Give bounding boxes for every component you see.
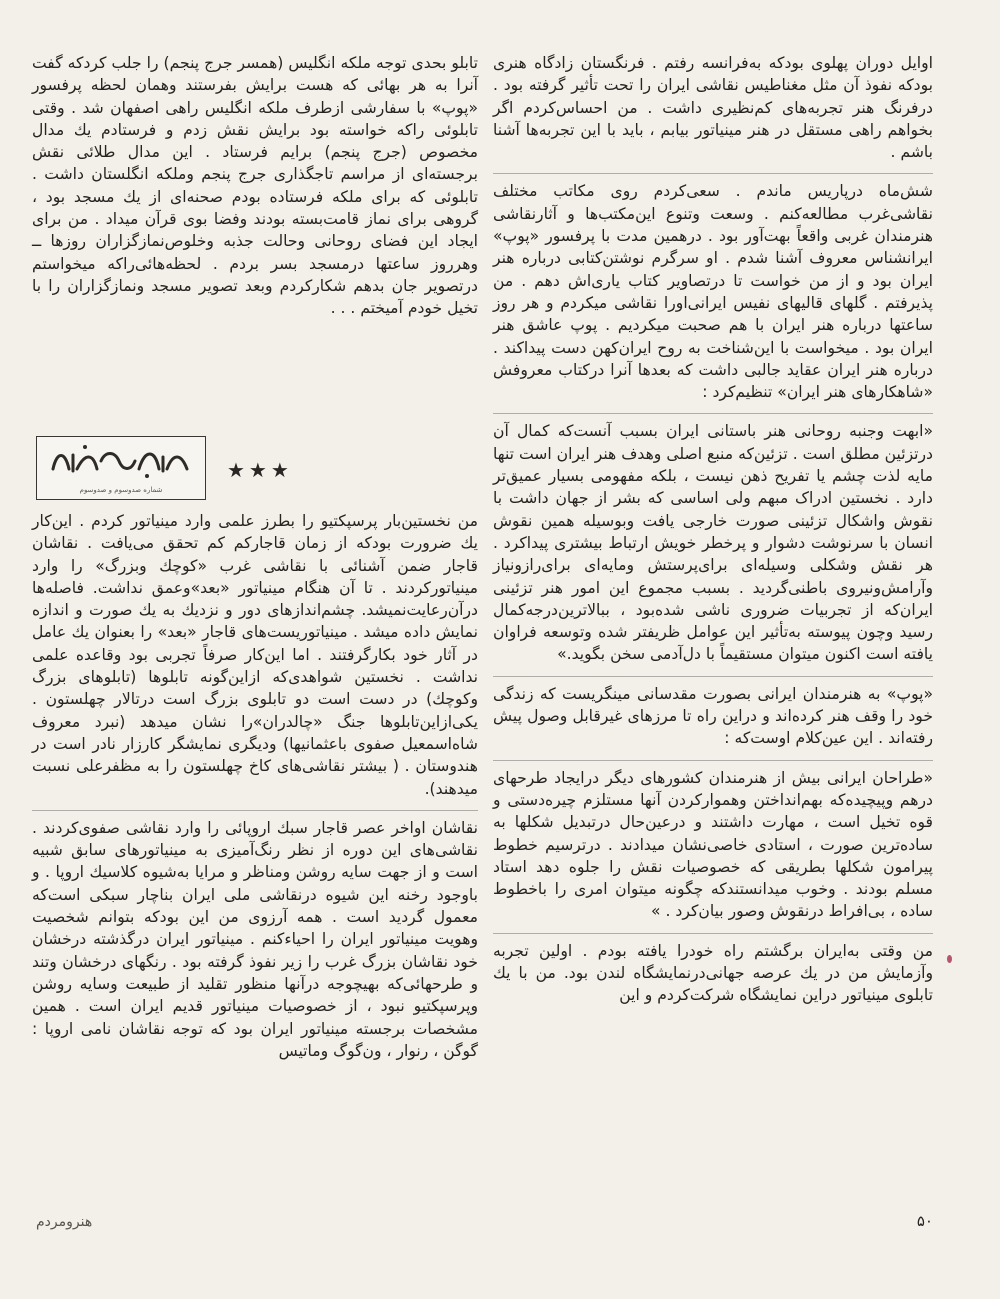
left-column-top: [32, 52, 478, 330]
logo-caption: شماره صدوسوم و صدوسوم: [79, 486, 163, 494]
left-bottom-paragraph-2: نقاشان اواخر عصر قاجار سبك اروپائی را وارد نقاشی صفوی‌کردند . نقاشی‌های این دوره از نظر رنگ‌آمیزی به مینیاتورهای سابق شبیه است و از جهت سایه روشن ومناظر و مرایا به‌شیوه کلاسیك اروپا . و باوجود رخنه این شیوه درنقاشی ملی ایران بناچار سبکی است‌که معمول گردید است . همه آرزوی من این بودکه بتوانم شخصیت وهویت مینیاتور ایران را احیاءکنم . مینیاتور ایران درگذشته درخشان خود نقاشان بزرگ غرب را زیر نفوذ گرفته بود . رنگهای درخشان وتند و طرحهائی‌که بهیچوجه درآنها منظور تقلید از طبیعت وسایه روشن وپرسپکتیو نبود ، از خصوصیات مینیاتور قدیم ایران است . همین مشخصات برجسته مینیاتور ایران بود که توجه نقاشان نامی اروپا : گوگن ، رنوار ، ون‌گوگ وماتیس: [32, 810, 478, 1062]
page-number: ۵۰: [916, 1212, 933, 1230]
magazine-logo-icon: [45, 441, 195, 481]
right-paragraph-1: اوایل دوران پهلوی بودکه به‌فرانسه رفتم . فرنگستان زادگاه هنری بودکه نفوذ آن مثل مغناطیس نقاشی ایران را تحت تأثیر گرفته بود . درفرنگ هنر تجربه‌های کم‌نظیری داشت . من احساس‌کردم اگر بخواهم راهی مستقل در هنر مینیاتور بیابم ، باید با این تجربه‌ها آشنا باشم .: [493, 54, 933, 162]
right-paragraph-6: من وقتی به‌ایران برگشتم راه خودرا یافته بودم . اولین تجربه وآزمایش من در یك عرصه جهانی‌درنمایشگاه لندن بود. من با یك تابلوی مینیاتور دراین نمایشگاه شرکت‌کردم و این: [493, 933, 933, 1007]
magazine-logo: [36, 436, 206, 500]
magazine-name: هنرومردم: [36, 1214, 93, 1230]
left-column-bottom: [32, 510, 478, 1072]
left-top-paragraph-1: تابلو بحدی توجه ملکه انگلیس (همسر جرج پنجم) را جلب کردکه گفت آنرا به هر بهائی که هست برایش بفرستند وهمان لحظه پرفسور «پوپ» با سفارشی ازطرف ملکه انگلیس راهی اصفهان شد . وقتی تابلوئی راکه خواسته بود برایش نقش زدم و فرستادم یك مدال مخصوص (جرج پنجم) برایم فرستاد . این مدال طلائی نقش برجسته‌ای از مراسم تاجگذاری جرج پنجم وملکه انگلستان داشت . تابلوئی که برای ملکه فرستاده بودم صحنه‌ای از یك مسجد بود ، گروهی برای نماز قامت‌بسته بودند وفضا بوی قرآن میداد . من برای ایجاد این فضای روحانی وحالت جذبه وخلوص‌نمازگزاران روزها ــ وهرروز ساعتها درمسجد بسر بردم . لحظه‌هائی‌راکه میخواستم درتصویر جان بدهم شکارکردم وبعد تصویر مسجد ونمازگزاران را با تخیل خودم آمیختم . . .: [32, 54, 478, 318]
ink-spot: [947, 955, 952, 963]
section-break-stars: ★★★: [227, 458, 293, 482]
right-paragraph-2: شش‌ماه درپاریس ماندم . سعی‌کردم روی مکاتب مختلف نقاشی‌غرب مطالعه‌کنم . وسعت وتنوع این‌مکتب‌ها و آثارنقاشی هنرمندان غربی واقعاً بهت‌آور بود . درهمین مدت با پرفسور «پوپ» ایرانشناس معروف آشنا شدم . او سرگرم نوشتن‌کتابی درباره هنر ایران بود و از من خواست تا درتصاویر کتاب یاری‌اش دهم . من پذیرفتم . گلهای قالیهای نفیس ایرانی‌اورا نقاشی میکردم و هر روز ساعتها درباره هنر ایران با هم صحبت میکردیم . پوپ عاشق هنر ایران بود . میخواست با این‌شناخت به روح ایران‌کهن دست پیداکند . درباره هنر ایران عقاید جالبی داشت که بعدها آنرا درکتاب معروفش «شاهکارهای هنر ایران» تنظیم‌کرد :: [493, 173, 933, 403]
right-paragraph-5: «طراحان ایرانی بیش از هنرمندان کشورهای دیگر درایجاد طرحهای درهم وپیچیده‌که بهم‌انداختن وهموارکردن آنها مستلزم چیره‌دستی و قوه تخیل است ، مهارت داشتند و درعین‌حال درتبدیل شکلها به ساده‌ترین صورت ، استادی خاصی‌نشان میدادند . درترسیم خطوط پیرامون شکلها بطریقی که خصوصیات نقش را جلوه دهد استاد مسلم بودند . وخوب میدانستندکه چگونه میتوان امری را باخطوط ساده ، بی‌افراط درنقوش وصور بیان‌کرد . »: [493, 760, 933, 923]
right-paragraph-3: «ابهت وجنبه روحانی هنر باستانی ایران بسبب آنست‌که کمال آن درتزئین مطلق است . تزئین‌که منبع اصلی وهدف هنر ایران است تنها مایه لذت چشم یا تفریح ذهن نیست ، بلکه مفهومی بسیار عمیق‌تر دارد . نخستین ادراک مبهم ولی اساسی که بشر از جهان داشت با نقوش واشکال تزئینی صورت خارجی یافت وبوسیله همین نقوش انسان با سرنوشت دشوار و پرخطر خویش ارتباط بیشتری پیداکرد . هر نقش وشکلی وسیله‌ای برای‌پرستش ومایه‌ای برای‌رازونیاز وآرامش‌ونیروی باطنی‌گردید . بسبب مجموع این امور هنر تزئینی ایران‌که از تجربیات ضروری ناشی شده‌بود ، ببالاترین‌درجه‌کمال رسید وچون پیوسته به‌تأثیر این عوامل ظریفتر شده وتوسعه فراوان یافته است اکنون میتوان مستقیماً با دل‌آدمی سخن بگوید.»: [493, 413, 933, 665]
right-column: [493, 52, 933, 1017]
left-bottom-paragraph-1: من نخستین‌بار پرسپکتیو را بطرز علمی وارد مینیاتور کردم . این‌کار یك ضرورت بودکه از زمان قاجار‌کم کم تحقق می‌یافت . نقاشان قاجار ضمن آشنائی با نقاشی غرب «کوچك وبزرگ» را وارد مینیاتورکردند . تا آن هنگام مینیاتور «بعد»وعمق نداشت. فاصله‌ها درآن‌رعایت‌نمیشد. چشم‌اندازهای دور و نزدیك به یك صورت و اندازه نمایش داده میشد . مینیاتوریست‌های قاجار «بعد» را بعنوان یك عامل در آثار خود بکارگرفتند . اما این‌کار صرفاً تجربی بود وقاعده علمی نداشت . نخستین شواهدی‌که ازاین‌گونه تابلوها (تابلوهای بزرگ وکوچك) در دست است دو تابلوی بزرگ است درتالار چهلستون . یکی‌ازاین‌تابلوها جنگ «چالدران»را نشان میدهد (نبرد معروف شاه‌اسمعیل صفوی باعثمانیها) ودیگری نمایشگر کارزار نادر است در هندوستان . ( بیشتر نقاشی‌های کاخ چهلستون را به مظفرعلی نسبت میدهند).: [32, 512, 478, 798]
right-paragraph-4: «پوپ» به هنرمندان ایرانی بصورت مقدسانی مینگریست که زندگی خود را وقف هنر کرده‌اند و دراین راه تا مرزهای غیرقابل وصول پیش رفته‌اند . این عین‌کلام اوست‌که :: [493, 676, 933, 750]
